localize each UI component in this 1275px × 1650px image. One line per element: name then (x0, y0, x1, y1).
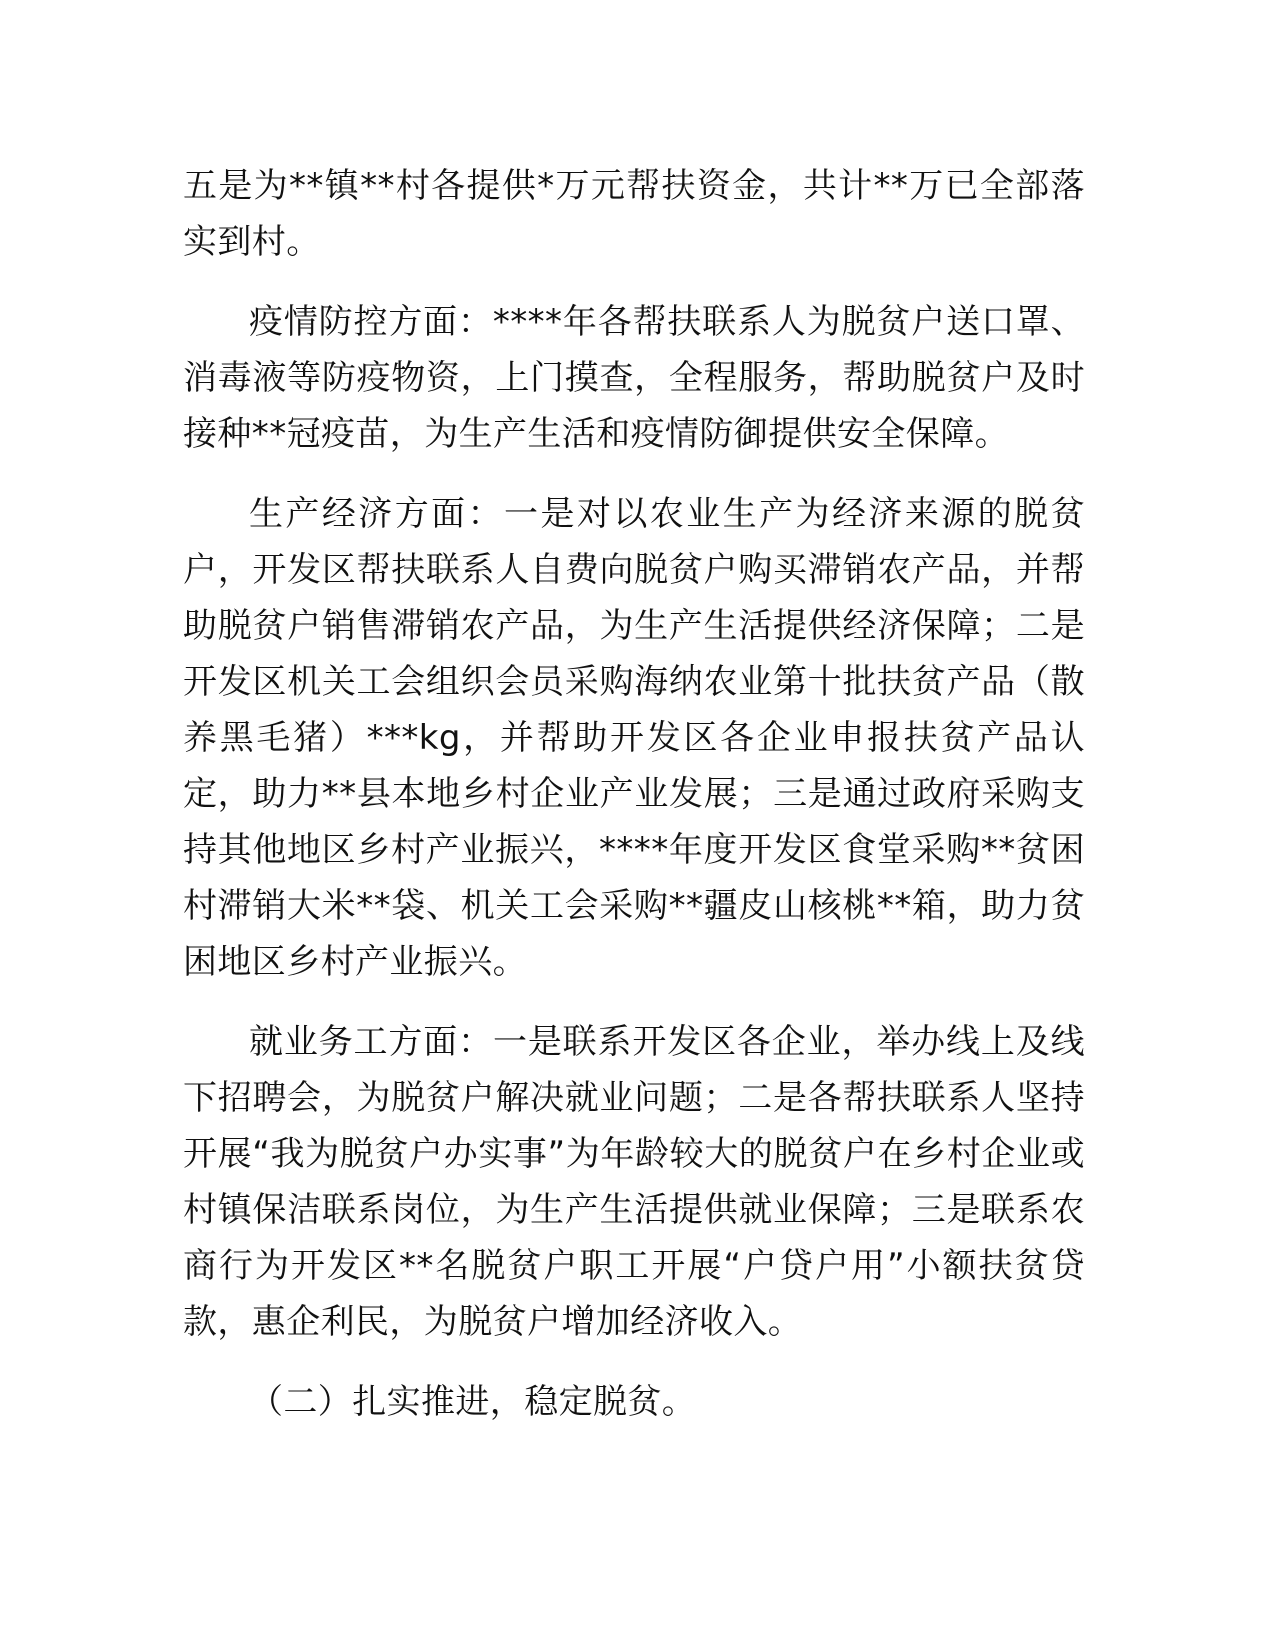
paragraph-special-fund: 五是为**镇**村各提供*万元帮扶资金，共计**万已全部落实到村。 (183, 166, 1085, 262)
paragraph-epidemic-prevention: 疫情防控方面：****年各帮扶联系人为脱贫户送口罩、消毒液等防疫物资，上门摸查，全程服务，帮助脱贫户及时接种**冠疫苗，为生产生活和疫情防御提供安全保障。 (183, 302, 1085, 454)
section-heading-stable-poverty-alleviation: （二）扎实推进，稳定脱贫。 (249, 1382, 697, 1422)
paragraph-employment: 就业务工方面：一是联系开发区各企业，举办线上及线下招聘会，为脱贫户解决就业问题；二是各帮扶联系人坚持开展“我为脱贫户办实事”为年龄较大的脱贫户在乡村企业或村镇保洁联系岗位，为生产生活提供就业保障；三是联系农商行为开发区**名脱贫户职工开展“户贷户用”小额扶贫贷款，惠企利民，为脱贫户增加经济收入。 (183, 1022, 1085, 1342)
document-body (183, 158, 1085, 1454)
paragraph-production-economy: 生产经济方面：一是对以农业生产为经济来源的脱贫户，开发区帮扶联系人自费向脱贫户购买滞销农产品，并帮助脱贫户销售滞销农产品，为生产生活提供经济保障；二是开发区机关工会组织会员采购海纳农业第十批扶贫产品（散养黑毛猪）***kg，并帮助开发区各企业申报扶贫产品认定，助力**县本地乡村企业产业发展；三是通过政府采购支持其他地区乡村产业振兴，****年度开发区食堂采购**贫困村滞销大米**袋、机关工会采购**疆皮山核桃**箱，助力贫困地区乡村产业振兴。 (183, 494, 1085, 982)
